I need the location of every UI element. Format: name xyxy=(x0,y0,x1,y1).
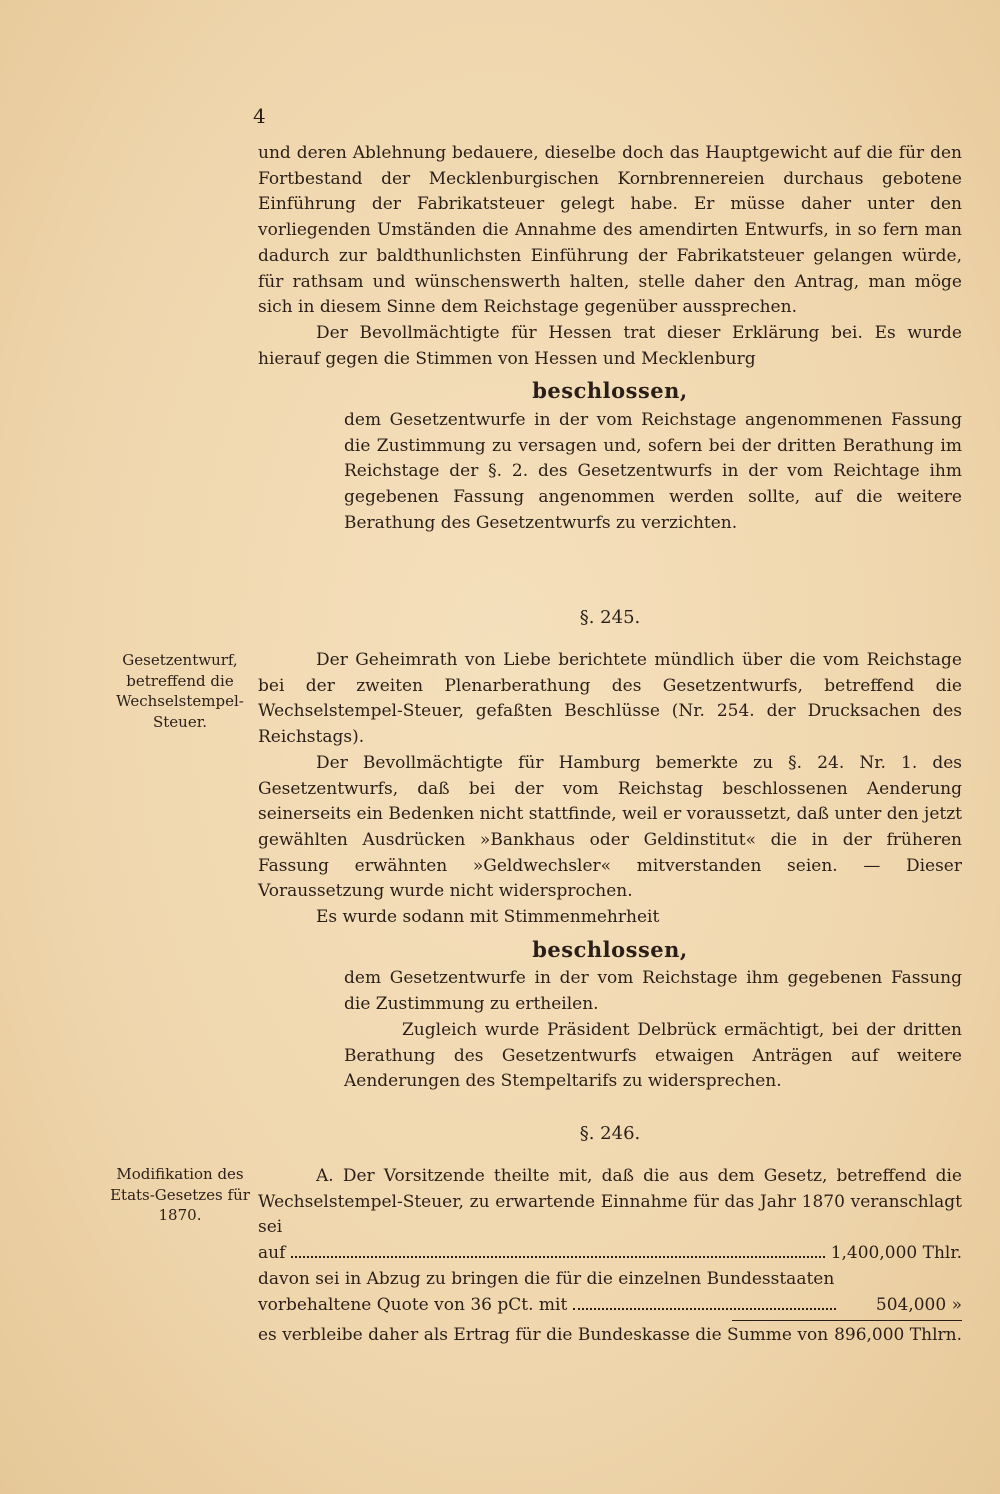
section-heading-245: §. 245. xyxy=(579,607,641,628)
paragraph: Es wurde sodann mit Stimmenmehrheit xyxy=(316,907,660,928)
resolution-text: dem Gesetzentwurfe in der vom Reichstage angenommenen Fassung die Zustimmung zu versagen und, sofern bei der dritten Berathung im Reichstage der §. 2. des Gesetzentwurfs in der vom Reichtage ihm gegebenen Fassung angenommen werden sollte, auf die weitere Berathung des Gesetzentwurfs zu verzichten. xyxy=(344,410,962,533)
resolution-heading: beschlossen, xyxy=(532,936,688,962)
amount-row xyxy=(258,1293,962,1319)
section-245-text xyxy=(258,648,962,1095)
amount-label: vorbehaltene Quote von 36 pCt. mit xyxy=(258,1294,568,1315)
paragraph: davon sei in Abzug zu bringen die für die einzelnen Bundesstaaten xyxy=(258,1268,835,1289)
paragraph: und deren Ablehnung bedauere, dieselbe doch das Hauptgewicht auf die für den Fortbestand der Mecklenburgischen Kornbrennereien durchaus gebotene Einführung der Fabrikatsteuer gelegt habe. Er müsse daher unter den vorliegenden Umständen die Annahme des amendirten Entwurfs, in so fern man dadurch zur baldthunlichsten Einführung der Fabrikatsteuer gelangen würde, für rathsam und wünschenswerth halten, stelle daher den Antrag, man möge sich in diesem Sinne dem Reichstage gegenüber aussprechen. xyxy=(258,143,962,318)
resolution-heading: beschlossen, xyxy=(532,378,688,404)
amount-row xyxy=(258,1241,962,1267)
resolution-text: dem Gesetzentwurfe in der vom Reichstage ihm gegebenen Fassung die Zustimmung zu ertheilen. xyxy=(344,968,962,1015)
dot-leader xyxy=(573,1308,836,1310)
amount-value: 896,000 Thlrn. xyxy=(834,1325,962,1346)
paragraph: A. Der Vorsitzende theilte mit, daß die aus dem Gesetz, betreffend die Wechselstempel-Steuer, zu erwartende Einnahme für das Jahr 1870 veranschlagt sei xyxy=(258,1166,962,1238)
margin-note-245: Gesetzentwurf, betreffend die Wechselstempel-Steuer. xyxy=(116,651,244,731)
amount-value: 1,400,000 Thlr. xyxy=(830,1243,962,1264)
amount-value: 504,000 » xyxy=(875,1294,962,1315)
paragraph: Zugleich wurde Präsident Delbrück ermächtigt, bei der dritten Berathung des Gesetzentwurfs etwaigen Anträgen auf weitere Aenderungen des Stempeltarifs zu widersprechen. xyxy=(344,1019,962,1092)
paragraph: Der Geheimrath von Liebe berichtete mündlich über die vom Reichstage bei der zweiten Plenarberathung des Gesetzentwurfs, betreffend die Wechselstempel-Steuer, gefaßten Beschlüsse (Nr. 254. der Drucksachen des Reichstags). xyxy=(258,650,962,748)
section-246-text xyxy=(258,1164,962,1349)
amount-label: es verbleibe daher als Ertrag für die Bundeskasse die Summe von xyxy=(258,1325,829,1346)
sum-rule xyxy=(732,1320,962,1321)
amount-label: auf xyxy=(258,1243,286,1264)
dot-leader xyxy=(291,1256,824,1258)
paragraph: Der Bevollmächtigte für Hessen trat dieser Erklärung bei. Es wurde hierauf gegen die Stimmen von Hessen und Mecklenburg xyxy=(258,322,962,369)
top-text-block xyxy=(258,141,962,537)
amount-row xyxy=(258,1323,962,1349)
margin-note-246: Modifikation des Etats-Gesetzes für 1870. xyxy=(110,1165,250,1224)
section-heading-246: §. 246. xyxy=(579,1123,641,1144)
page-number: 4 xyxy=(253,104,266,128)
paragraph: Der Bevollmächtigte für Hamburg bemerkte zu §. 24. Nr. 1. des Gesetzentwurfs, daß bei der vom Reichstag beschlossenen Aenderung seinerseits ein Bedenken nicht stattfinde, weil er voraussetzt, daß unter den jetzt gewählten Ausdrücken »Bankhaus oder Geldinstitut« die in der früheren Fassung erwähnten »Geldwechsler« mitverstanden seien. — Dieser Voraussetzung wurde nicht widersprochen. xyxy=(258,752,962,902)
